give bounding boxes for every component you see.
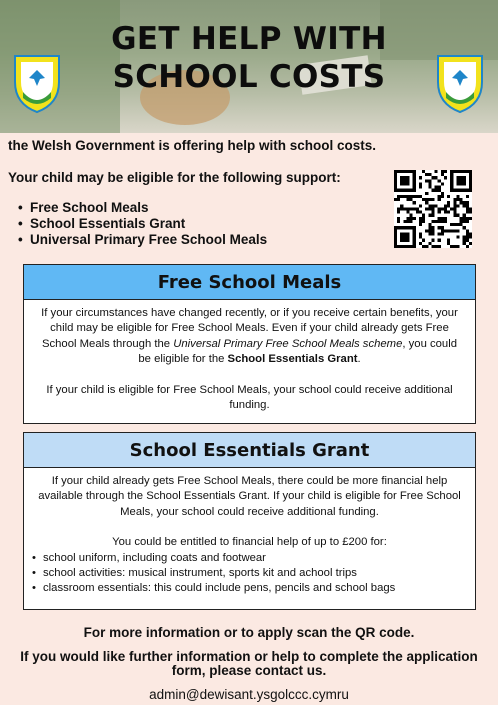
seg-entitlement-text: You could be entitled to financial help of up to £200 for: — [112, 536, 387, 549]
qr-code-icon[interactable] — [393, 170, 473, 248]
list-item: • school activities: musical instrument, sports kit and achool trips — [32, 566, 461, 581]
list-item: • Free School Meals — [18, 200, 267, 216]
list-item: • Universal Primary Free School Meals — [18, 232, 267, 248]
fsm-paragraph: If your circumstances have changed recently, or if you receive certain benefits, your child may be eligible for Free School Meals. Even if your child already gets Free School Meals through the Universal Primary Free School Meals scheme, you could be eligible for the School Essentials Grant. — [41, 307, 458, 366]
contact-email[interactable]: admin@dewisant.ysgolccc.cymru — [149, 687, 349, 702]
more-info-text: For more information or to apply scan the QR code. — [83, 625, 415, 640]
school-crest-icon — [12, 52, 62, 114]
support-list — [18, 200, 267, 248]
seg-paragraph: If your child already gets Free School Meals, there could be more financial help available through the School Essentials Grant. If your child is eligible for Free School Meals, your school could receive additional funding. — [38, 475, 461, 518]
intro-text: the Welsh Government is offering help with school costs. — [8, 138, 377, 153]
list-item: • classroom essentials: this could include pens, pencils and school bags — [32, 581, 461, 596]
school-crest-icon — [435, 52, 485, 114]
page-title: GET HELP WITH SCHOOL COSTS — [111, 21, 387, 95]
eligibility-text: Your child may be eligible for the following support: — [8, 170, 341, 185]
school-essentials-grant-box — [23, 432, 476, 610]
further-info-text: If you would like further information or help to complete the application form, please contact us. — [20, 649, 478, 678]
list-item: • school uniform, including coats and footwear — [32, 551, 461, 566]
section-heading: School Essentials Grant — [24, 433, 475, 468]
fsm-funding-paragraph: If your child is eligible for Free School Meals, your school could receive additional funding. — [46, 383, 453, 412]
list-item: • School Essentials Grant — [18, 216, 267, 232]
section-heading: Free School Meals — [24, 265, 475, 300]
seg-items-list — [32, 551, 461, 597]
free-school-meals-box — [23, 264, 476, 424]
